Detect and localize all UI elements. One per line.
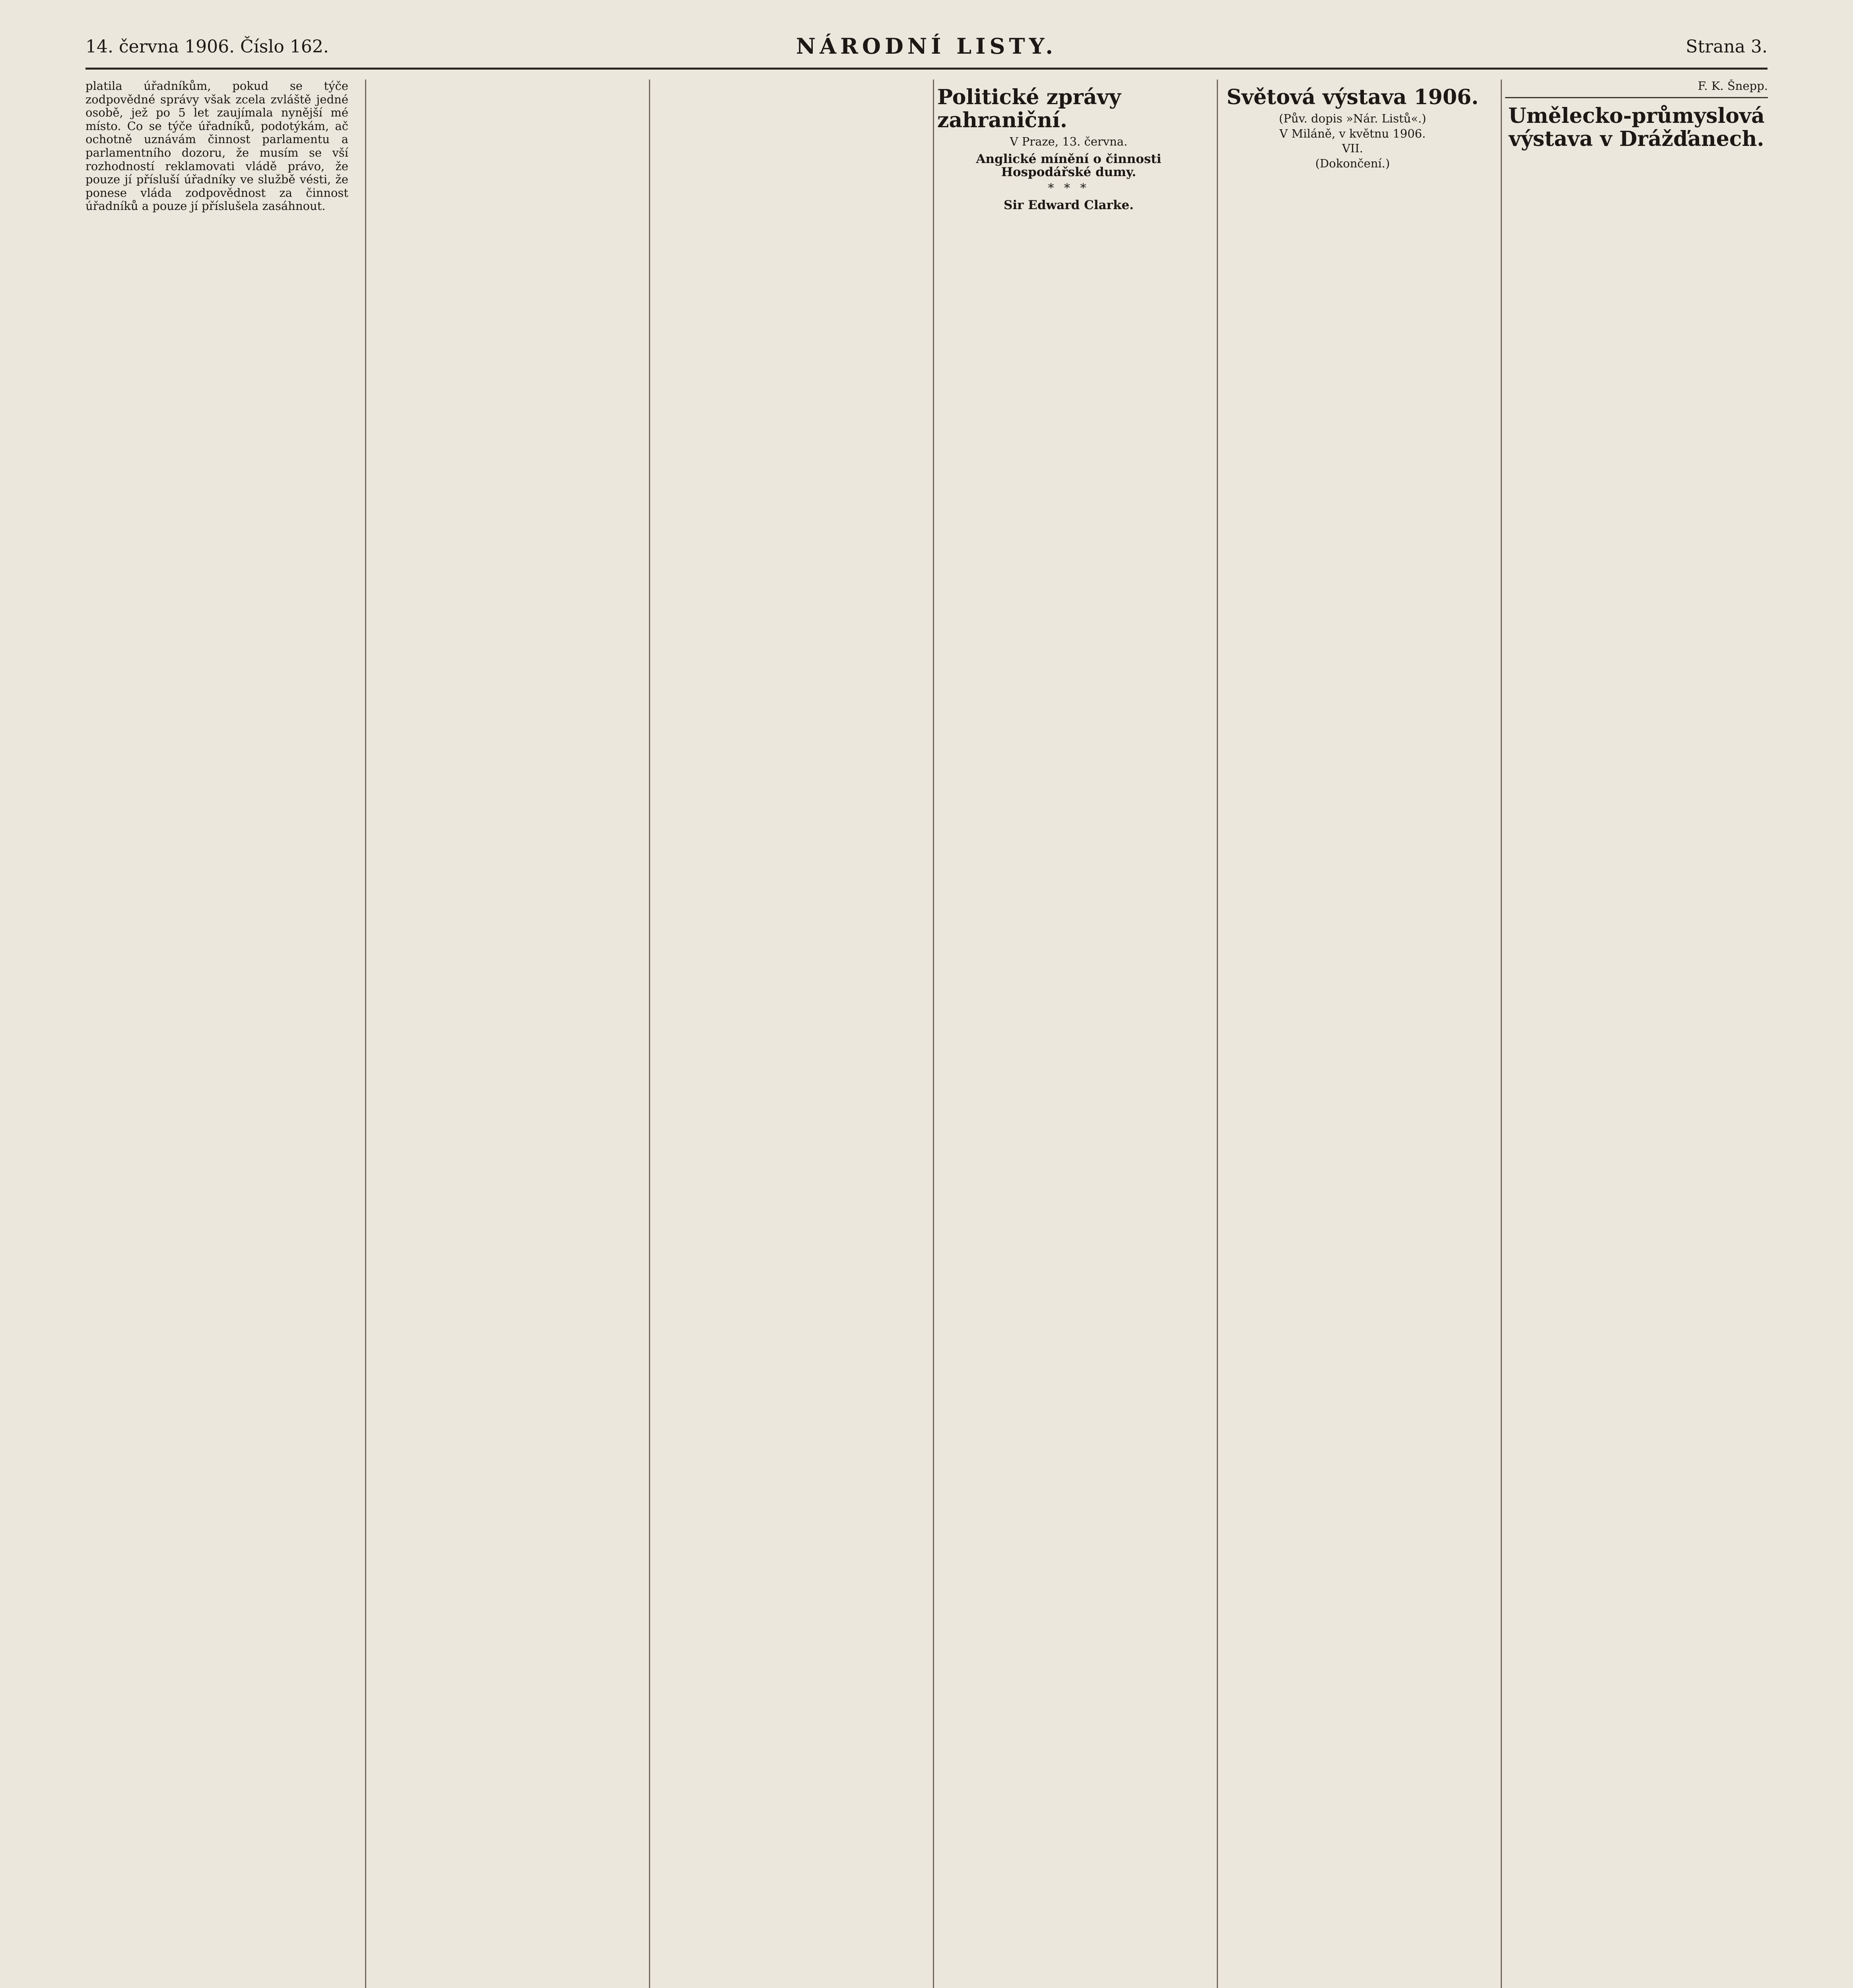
column-4 <box>937 80 1200 1988</box>
section-rule <box>1505 97 1768 98</box>
column-3 <box>653 80 916 1988</box>
page-number: Strana 3. <box>1686 37 1768 57</box>
author-signature: F. K. Šnepp. <box>1698 80 1768 93</box>
column-divider <box>365 80 366 1988</box>
column-divider <box>933 80 934 1988</box>
continuation-note: (Dokončení.) <box>1315 156 1390 170</box>
article-text: platila úřadníkům, pokud se týče zodpovědné správy však zcela zvláště jedné osobě, jež po 5 let zaujímala nynější mé místo. Co se týče úřadníků, podotýkám, ač ochotně uznávám činnost parlamentu a parlamentního dozoru, že musím se vší rozhodností reklamovati vládě právo, že pouze jí přísluší úřadníky ve službě vésti, že ponese vláda zodpovědnost za činnost úřadníků a pouze jí příslušela zasáhnout. <box>85 80 348 213</box>
column-6 <box>1505 80 1768 1988</box>
column-divider <box>1217 80 1218 1988</box>
byline: (Pův. dopis »Nár. Listů«.) <box>1279 112 1426 125</box>
issue-date: 14. června 1906. Číslo 162. <box>85 37 329 57</box>
column-5 <box>1221 80 1484 1988</box>
section-title-art: Umělecko-průmyslová výstava v Drážďanech. <box>1508 103 1765 151</box>
dateline: V Praze, 13. června. <box>1010 135 1128 148</box>
masthead: NÁRODNÍ LISTY. <box>796 33 1057 59</box>
column-divider <box>649 80 650 1988</box>
subheading: Sir Edward Clarke. <box>1003 198 1134 213</box>
separator-stars: * * * <box>1048 181 1090 195</box>
column-divider <box>1501 80 1502 1988</box>
section-title-foreign: Politické zprávy zahraniční. <box>937 85 1121 132</box>
section-title-exposition: Světová výstava 1906. <box>1226 85 1479 109</box>
column-1 <box>85 80 348 1988</box>
page-header <box>85 32 1768 70</box>
column-2 <box>369 80 632 1988</box>
part-number: VII. <box>1342 142 1364 155</box>
newspaper-columns <box>85 80 1768 1988</box>
subheading: Anglické mínění o činnosti Hospodářské dumy. <box>976 151 1162 180</box>
dateline: V Miláně, v květnu 1906. <box>1279 126 1426 140</box>
